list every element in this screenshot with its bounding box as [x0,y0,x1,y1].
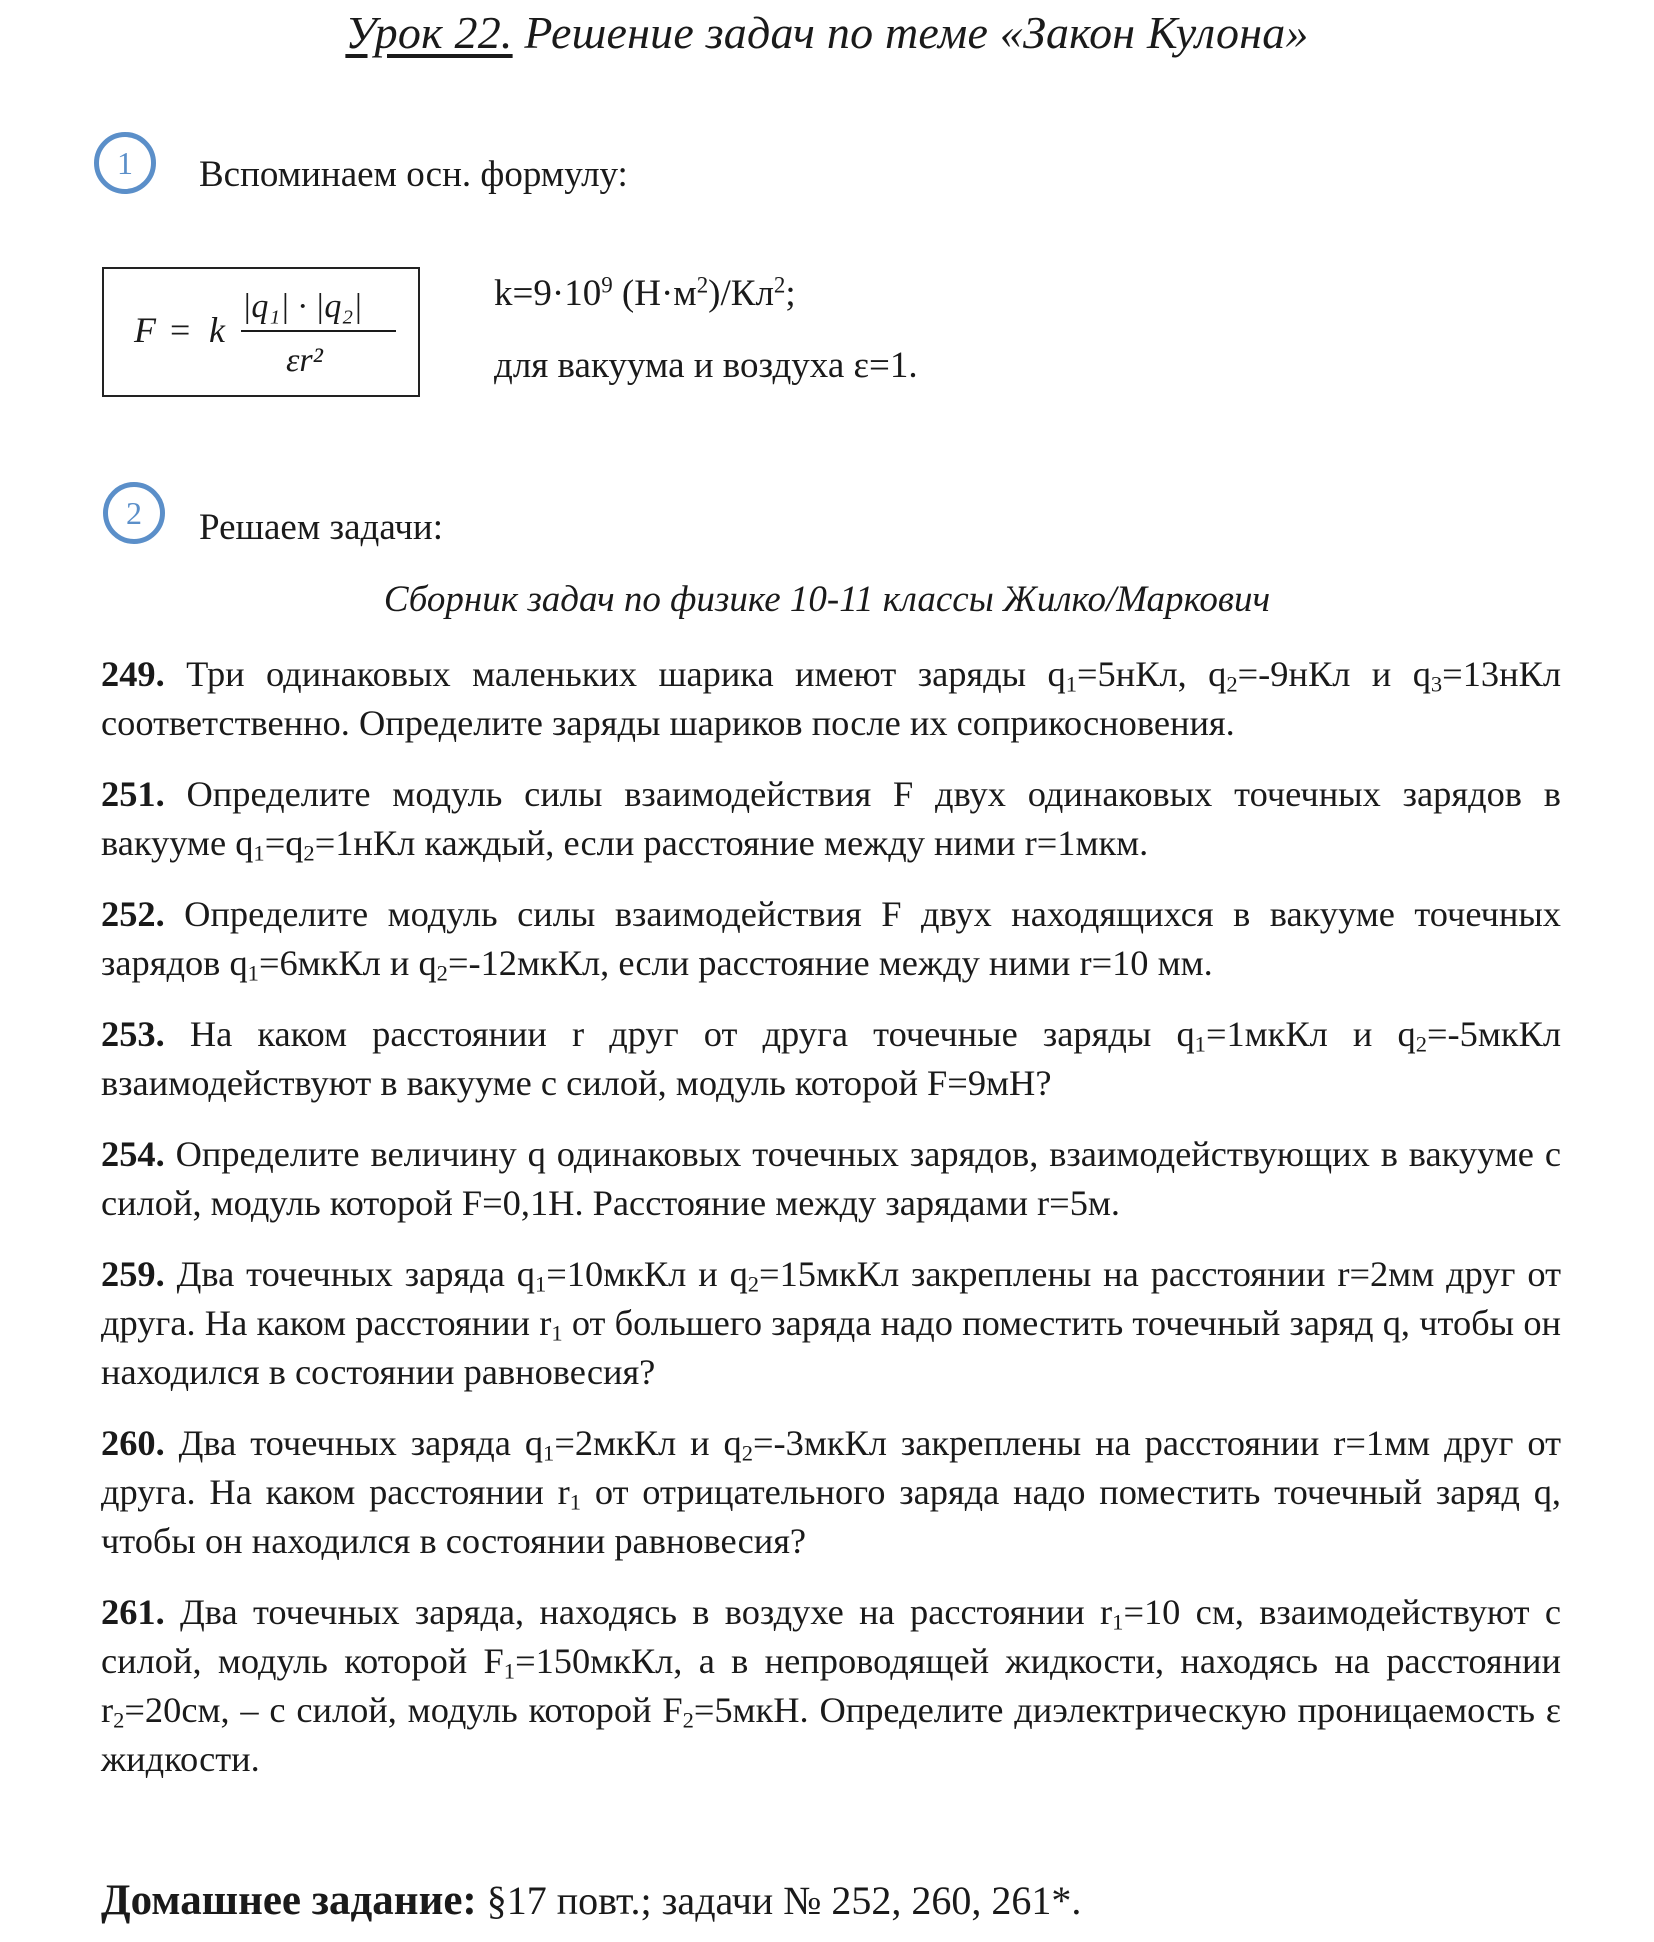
problem-249: 249. Три одинаковых маленьких шарика имеют заряды $q_1=5нКл$, $q_2=-9нКл$ и $q_3=13нКл$ соответственно. Определите заряды шариков после их соприкосновения. [101,654,1561,743]
problem-book-source: Сборник задач по физике 10-11 классы Жилко/Маркович [383,579,1271,620]
problem-252: 252. Определите модуль силы взаимодействия F двух находящихся в вакууме точечных зарядов $q_1=6мкКл$ и $q_2=-12мкКл$, если расстояние между ними r=10 мм. [101,894,1561,986]
problem-259: 259. Два точечных заряда $q_1=10мкКл$ и $q_2=15мкКл$ закреплены на расстоянии r=2мм друг от друга. На каком расстоянии $r_1$ от большего заряда надо поместить точечный заряд q, чтобы он находился в состоянии равновесия? [101,1254,1562,1392]
formula-denominator: εr² [286,342,323,379]
page-title [0,6,1654,59]
coulomb-formula [104,269,422,399]
problem-260: 260. Два точечных заряда $q_1=2мкКл$ и $q_2=-3мкКл$ закреплены на расстоянии r=1мм друг от друга. На каком расстоянии $r_1$ от отрицательного заряда надо поместить точечный заряд q, чтобы он находился в состоянии равновесия? [101,1423,1561,1561]
homework-label: Домашнее задание: [101,1877,477,1924]
formula-lhs: F [134,310,156,350]
step-2-text: Решаем задачи: [199,507,444,548]
homework-text: §17 повт.; задачи № 252, 260, 261*. [476,1878,1082,1923]
vacuum-note: для вакуума и воздуха ε=1. [494,345,918,386]
problem-261: 261. Два точечных заряда, находясь в воздухе на расстоянии $r_1=10$ см, взаимодействуют с силой, модуль которой $F_1=150мкКл$, а в непроводящей жидкости, находясь на расстоянии $r_2=20см$, – с силой, модуль которой $F_2=5мкН$. Определите диэлектрическую проницаемость ε жидкости. [101,1592,1561,1779]
formula-box [102,267,420,397]
coulomb-constant: $k=9\cdot 10^9$ $(Н\cdot м^2)/Кл^2$; [494,272,796,314]
formula-k: k [209,310,225,350]
homework [101,1876,1081,1925]
problem-254: 254. Определите величину q одинаковых точечных зарядов, взаимодействующих в вакууме с силой, модуль которой F=0,1Н. Расстояние между зарядами r=5м. [101,1134,1561,1223]
problem-list [101,650,1561,1806]
problem-251: 251. Определите модуль силы взаимодействия F двух одинаковых точечных зарядов в вакууме $q_1=q_2=1нКл$ каждый, если расстояние между ними r=1мкм. [101,774,1561,866]
formula-numerator: |q₁| · |q₂| [242,288,363,325]
constants-block [494,272,918,416]
lesson-number: Урок 22. [345,7,513,58]
formula-equals: = [170,310,191,350]
step-1-text: Вспоминаем осн. формулу: [199,154,628,195]
step-2-badge: 2 [103,482,165,544]
problem-253: 253. На каком расстоянии r друг от друга точечные заряды $q_1=1мкКл$ и $q_2=-5мкКл$ взаимодействуют в вакууме с силой, модуль которой F=9мН? [101,1014,1561,1103]
lesson-topic: Решение задач по теме «Закон Кулона» [524,7,1309,58]
step-1-badge: 1 [94,132,156,194]
